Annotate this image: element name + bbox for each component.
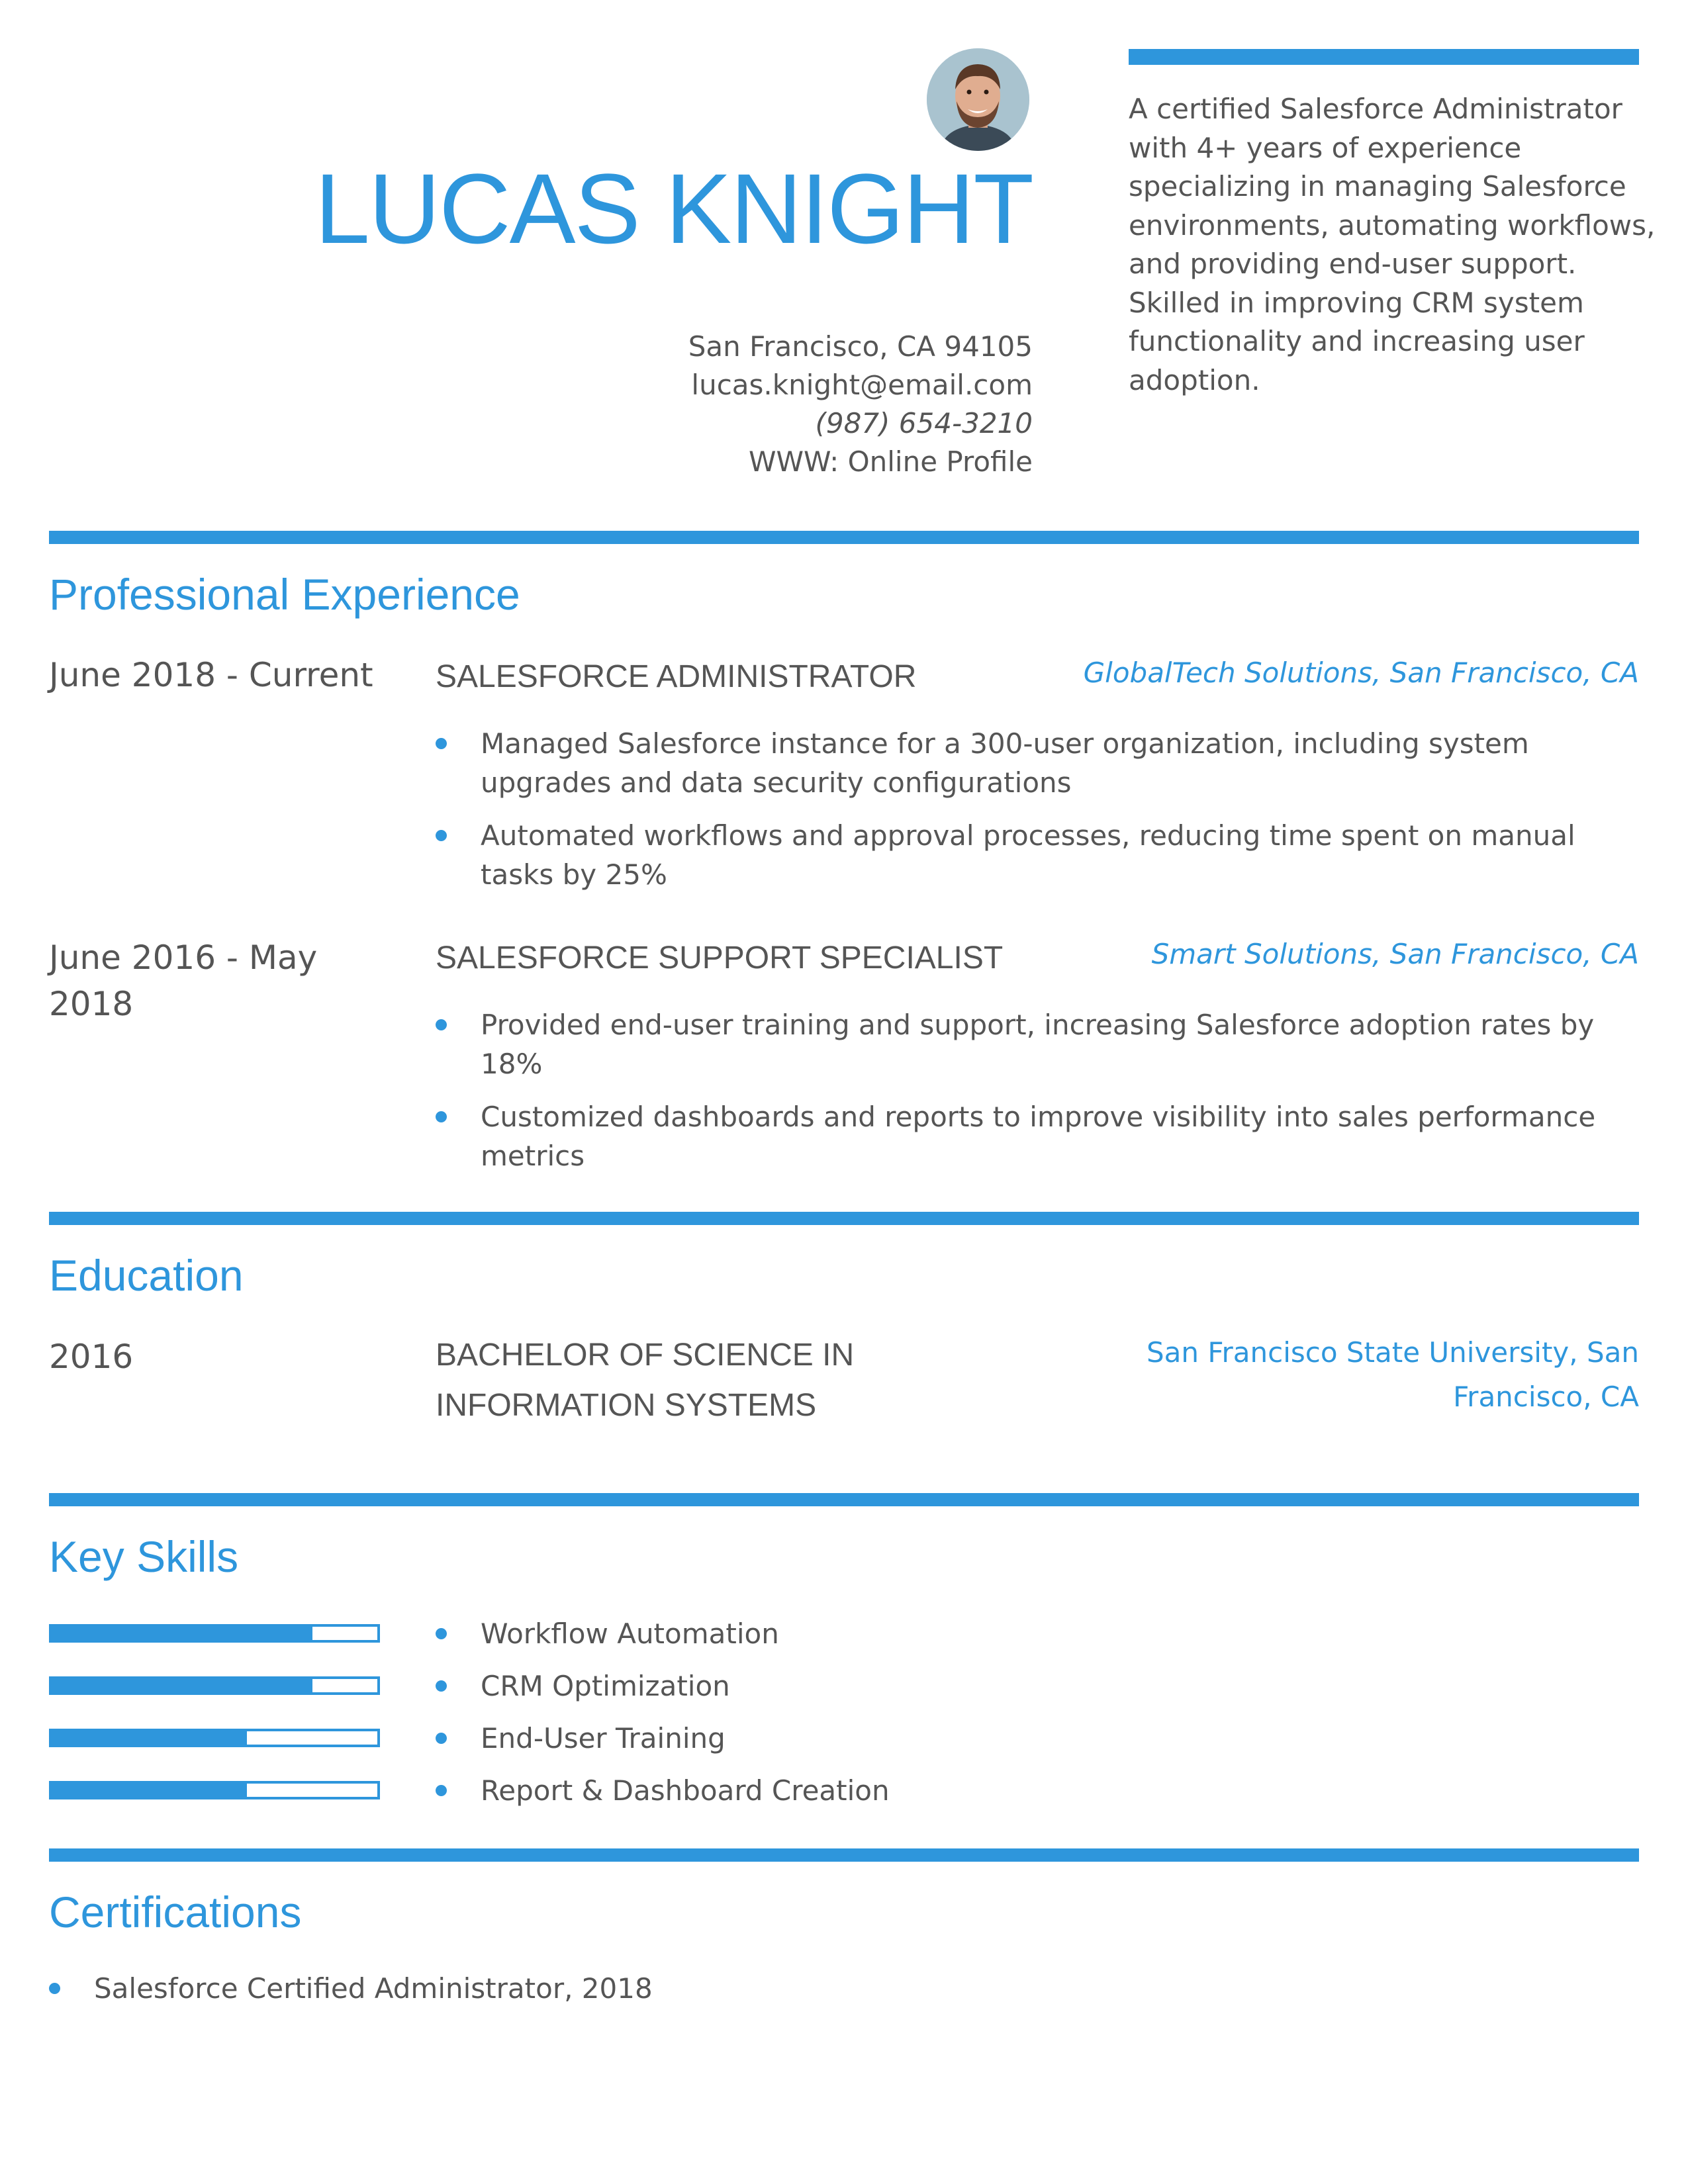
job-bullet: Provided end-user training and support, increasing Salesforce adoption rates by 18% bbox=[436, 1006, 1639, 1083]
section-divider bbox=[49, 1493, 1639, 1506]
job-dates: June 2016 - May 2018 bbox=[49, 938, 318, 1023]
certification-item: Salesforce Certified Administrator, 2018 bbox=[49, 1970, 1042, 2008]
job-company: GlobalTech Solutions, San Francisco, CA bbox=[1083, 657, 1639, 689]
job-bullet: Automated workflows and approval processes, reducing time spent on manual tasks by 25% bbox=[436, 817, 1639, 894]
degree-title: BACHELOR OF SCIENCE IN INFORMATION SYSTEMS bbox=[436, 1338, 855, 1423]
profile-photo bbox=[927, 48, 1029, 151]
skill-level-fill bbox=[52, 1731, 247, 1745]
skill-item: Report & Dashboard Creation bbox=[436, 1772, 1429, 1824]
job-bullet: Customized dashboards and reports to improve visibility into sales performance metrics bbox=[436, 1098, 1639, 1175]
skill-level-bar bbox=[49, 1729, 380, 1747]
certifications-list bbox=[49, 1970, 1042, 2008]
skill-level-bar bbox=[49, 1676, 380, 1695]
summary-text: A certified Salesforce Administrator with 4+ years of experience specializing in managing Salesforce environments, automating workflows, and providing end-user support. Skilled in improving CRM system functionality and increasing user adoption. bbox=[1129, 93, 1656, 396]
job-title: SALESFORCE ADMINISTRATOR bbox=[436, 659, 917, 694]
experience-heading: Professional Experience bbox=[49, 570, 520, 619]
candidate-name: LUCAS KNIGHT bbox=[314, 153, 1033, 264]
avatar-icon bbox=[927, 48, 1029, 151]
education-heading: Education bbox=[49, 1251, 244, 1300]
skill-level-fill bbox=[52, 1627, 312, 1640]
skills-heading: Key Skills bbox=[49, 1532, 239, 1581]
phone-number[interactable]: (987) 654-3210 bbox=[815, 407, 1033, 439]
skill-level-bar bbox=[49, 1624, 380, 1643]
contact-block bbox=[463, 328, 1033, 481]
address: San Francisco, CA 94105 bbox=[688, 330, 1033, 363]
job-dates: June 2018 - Current bbox=[49, 656, 373, 694]
job-title: SALESFORCE SUPPORT SPECIALIST bbox=[436, 940, 1004, 976]
skill-item: End-User Training bbox=[436, 1719, 1429, 1772]
skill-level-fill bbox=[52, 1679, 312, 1692]
skill-level-bar bbox=[49, 1781, 380, 1799]
summary-divider bbox=[1129, 49, 1639, 65]
email-link[interactable]: lucas.knight@email.com bbox=[691, 369, 1033, 401]
education-year: 2016 bbox=[49, 1338, 134, 1376]
section-divider bbox=[49, 1212, 1639, 1225]
certifications-heading: Certifications bbox=[49, 1888, 302, 1936]
website-link[interactable]: WWW: Online Profile bbox=[748, 445, 1033, 478]
section-divider bbox=[49, 531, 1639, 544]
job-bullets bbox=[436, 1006, 1639, 1190]
skill-level-fill bbox=[52, 1784, 247, 1797]
job-bullets bbox=[436, 725, 1639, 909]
skill-item: CRM Optimization bbox=[436, 1667, 1429, 1719]
job-bullet: Managed Salesforce instance for a 300-user organization, including system upgrades and data security configurations bbox=[436, 725, 1639, 802]
job-company: Smart Solutions, San Francisco, CA bbox=[1151, 938, 1639, 970]
skills-list bbox=[436, 1615, 1429, 1824]
section-divider bbox=[49, 1848, 1639, 1862]
skill-item: Workflow Automation bbox=[436, 1615, 1429, 1667]
school-name: San Francisco State University, San Francisco, CA bbox=[1147, 1336, 1639, 1413]
